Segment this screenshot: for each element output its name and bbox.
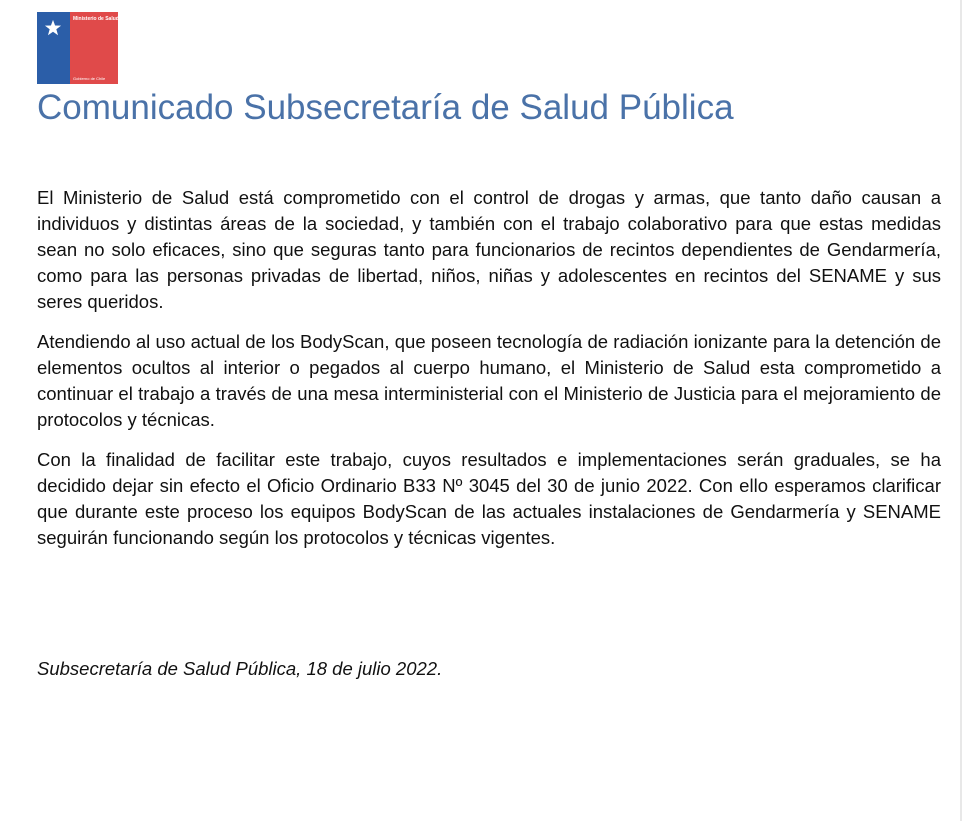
paragraph-3: Con la finalidad de facilitar este trabajo, cuyos resultados e implementaciones serán graduales, se ha decidido dejar sin efecto el Oficio Ordinario B33 Nº 3045 del 30 de junio 2022. Con ello esperamos clarificar que durante este proceso los equipos BodyScan de las actuales instalaciones de Gendarmería y SENAME seguirán funcionando según los protocolos y técnicas vigentes. xyxy=(37,449,941,548)
paragraph-1: El Ministerio de Salud está comprometido con el control de drogas y armas, que tanto daño causan a individuos y distintas áreas de la sociedad, y también con el trabajo colaborativo para que estas medidas sean no solo eficaces, sino que seguras tanto para funcionarios de recintos dependientes de Gendarmería, como para las personas privadas de libertad, niños, niñas y adolescentes en recintos del SENAME y sus seres queridos. xyxy=(37,187,941,312)
star-icon xyxy=(44,19,62,37)
logo-red-panel xyxy=(70,12,118,84)
page-title: Comunicado Subsecretaría de Salud Pública xyxy=(37,88,734,127)
paragraph-2: Atendiendo al uso actual de los BodyScan, que poseen tecnología de radiación ionizante para la detención de elementos ocultos al interior o pegados al cuerpo humano, el Ministerio de Salud esta comprometido a continuar el trabajo a través de una mesa interministerial con el Ministerio de Justicia para el mejoramiento de protocolos y técnicas. xyxy=(37,331,941,430)
logo-ministry-text: Ministerio de Salud xyxy=(73,16,119,22)
signature-line: Subsecretaría de Salud Pública, 18 de julio 2022. xyxy=(37,658,443,679)
logo-government-text: Gobierno de Chile xyxy=(73,76,106,81)
logo-blue-panel xyxy=(37,12,70,84)
communique-body xyxy=(37,185,941,565)
ministry-logo xyxy=(37,12,118,84)
